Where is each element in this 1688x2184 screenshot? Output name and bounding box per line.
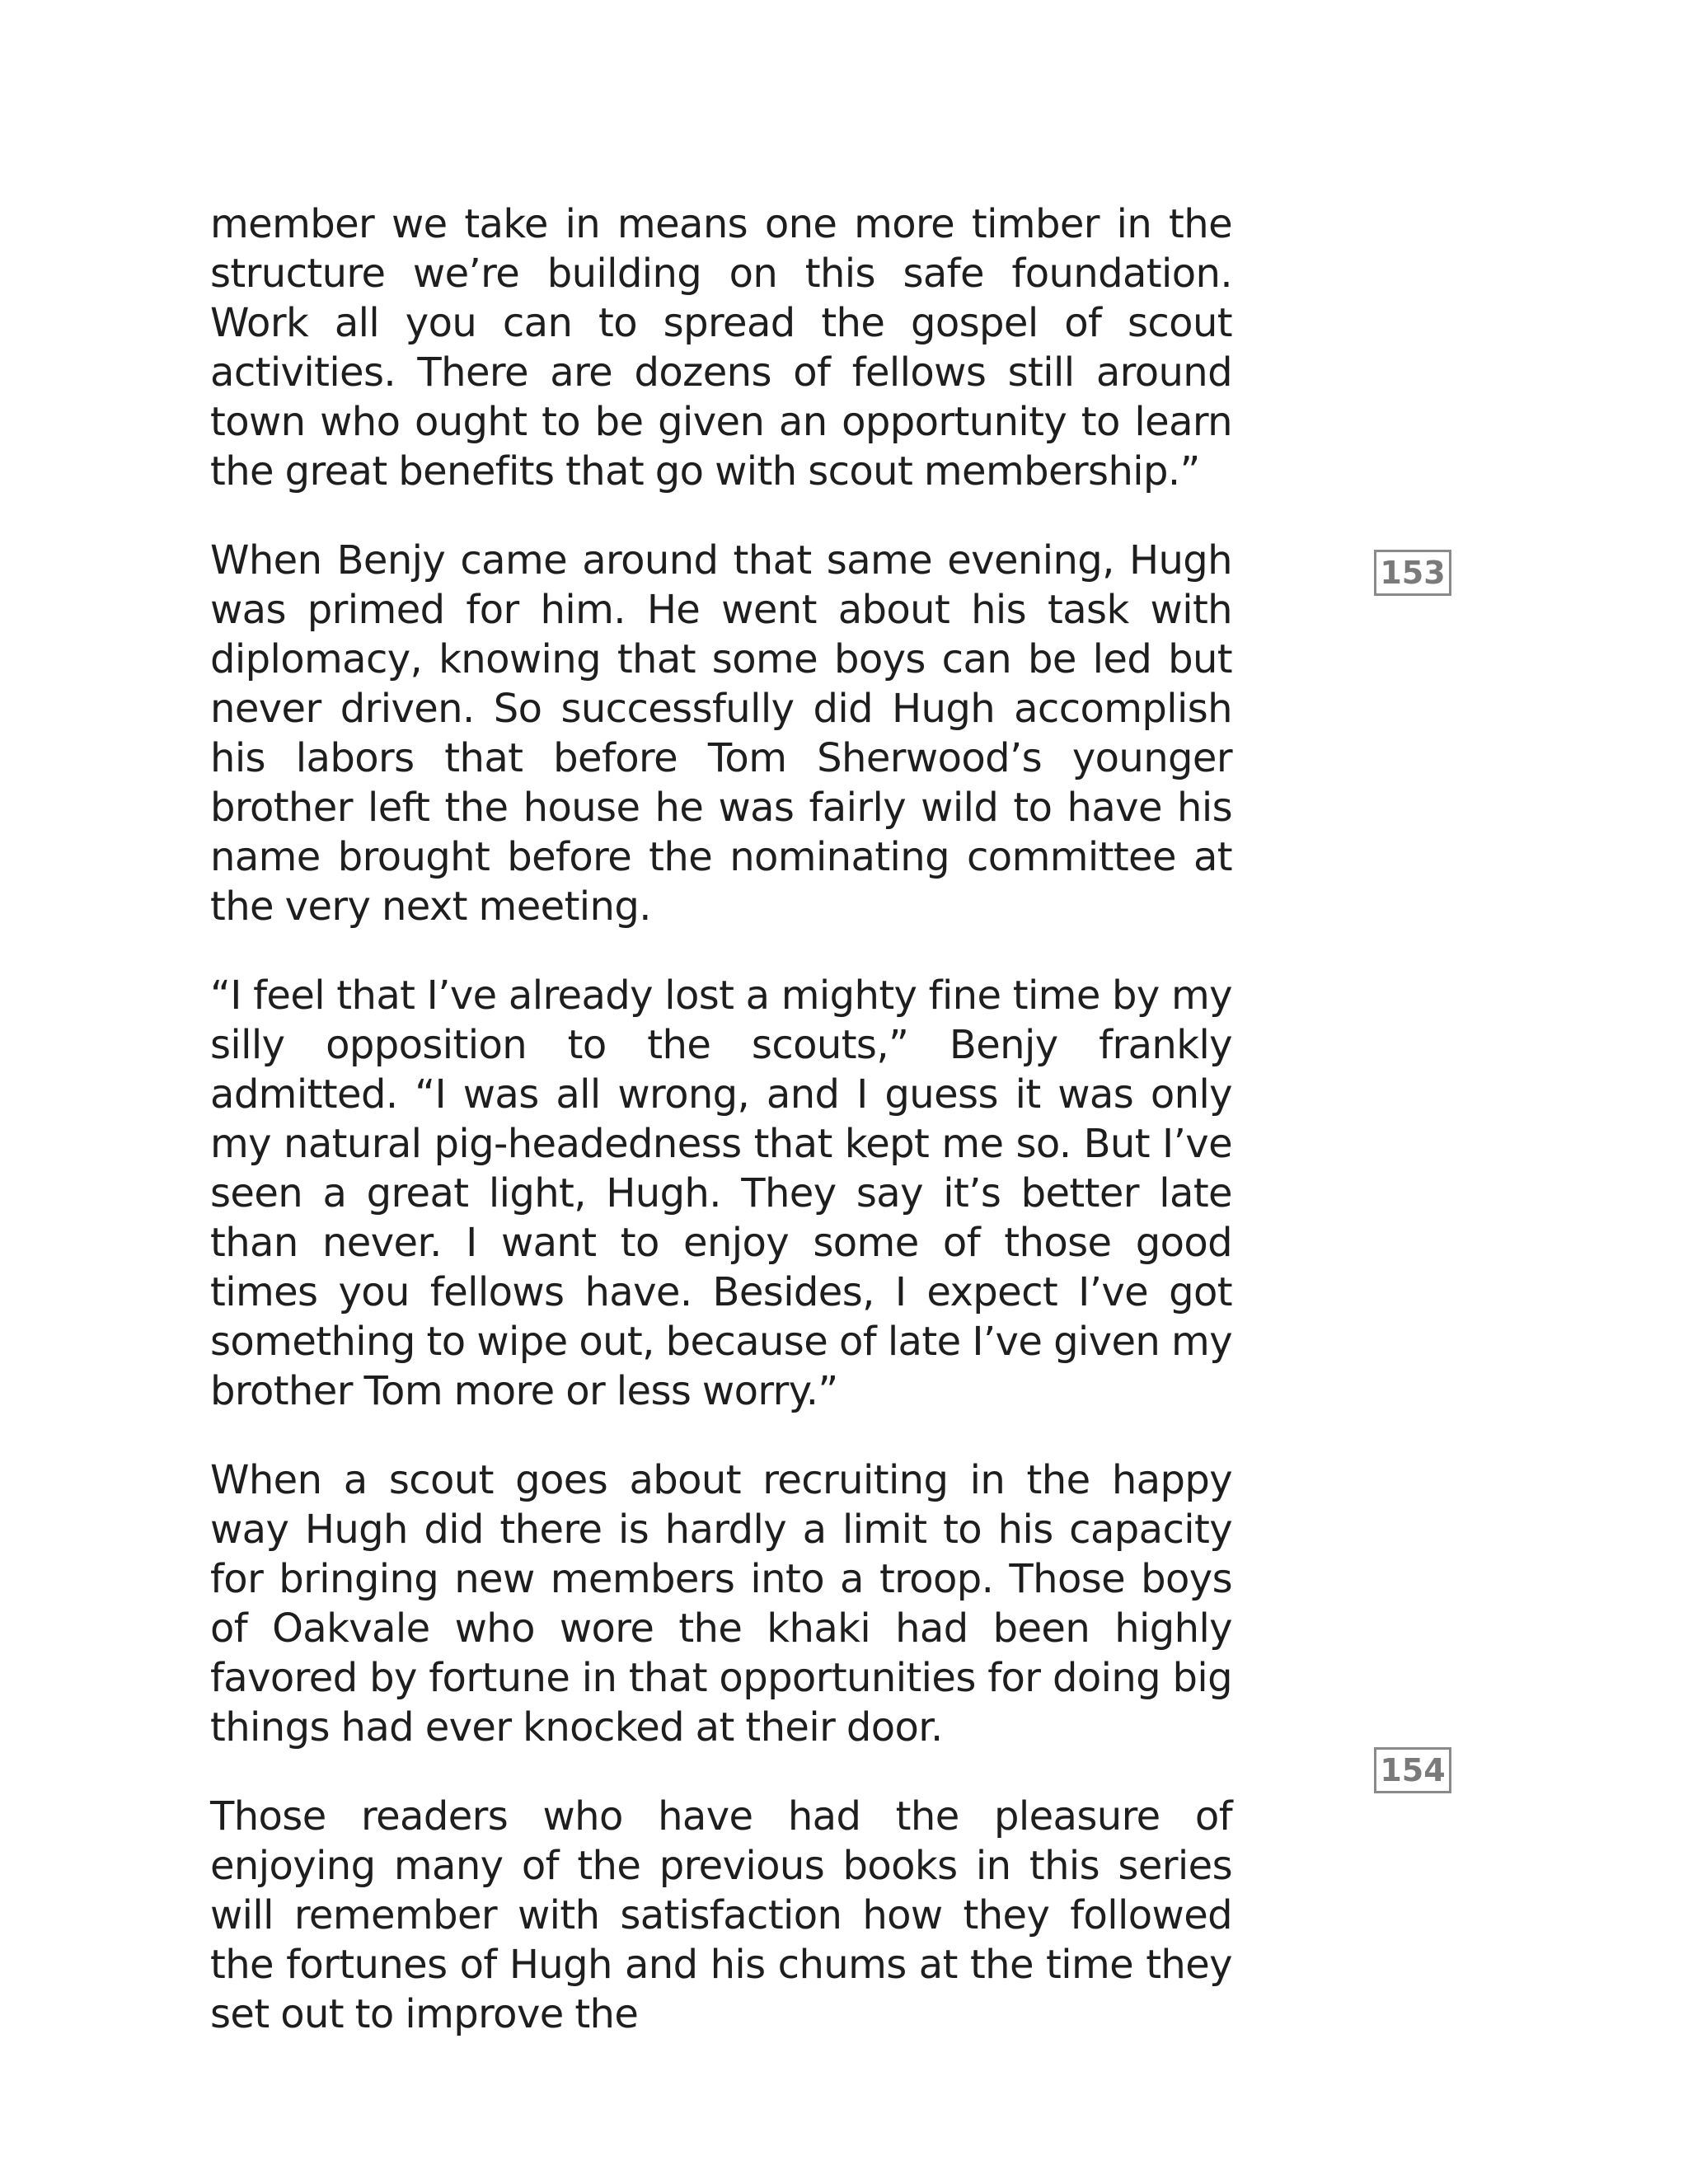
text-column	[210, 199, 1232, 2079]
paragraph: “I feel that I’ve already lost a mighty fine time by my silly opposition to the scouts,” Benjy frankly admitted. “I was all wrong, and I guess it was only my natural pig-headedness that kept me so. But I’ve seen a great light, Hugh. They say it’s better late than never. I want to enjoy some of those good times you fellows have. Besides, I expect I’ve got something to wipe out, because of late I’ve given my brother Tom more or less worry.”	[210, 972, 1232, 1414]
paragraph: When Benjy came around that same evening, Hugh was primed for him. He went about his task with diplomacy, knowing that some boys can be led but never driven. So successfully did Hugh accomplish his labors that before Tom Sherwood’s younger brother left the house he was fairly wild to have his name brought before the nominating committee at the very next meeting.	[210, 537, 1232, 930]
page-number-marker: 154	[1374, 1747, 1451, 1793]
paragraph: member we take in means one more timber in the structure we’re building on this safe foundation. Work all you can to spread the gospel of scout activities. There are dozens of fellows still around town who ought to be given an opportunity to learn the great benefits that go with scout membership.”	[210, 201, 1232, 494]
paragraph: Those readers who have had the pleasure of enjoying many of the previous books in this series will remember with satisfaction how they followed the fortunes of Hugh and his chums at the time they set out to improve the	[210, 1793, 1232, 2037]
paragraph: When a scout goes about recruiting in the happy way Hugh did there is hardly a limit to his capacity for bringing new members into a troop. Those boys of Oakvale who wore the khaki had been highly favored by fortune in that opportunities for doing big things had ever knocked at their door.	[210, 1457, 1232, 1750]
page-number-marker: 153	[1374, 550, 1451, 596]
